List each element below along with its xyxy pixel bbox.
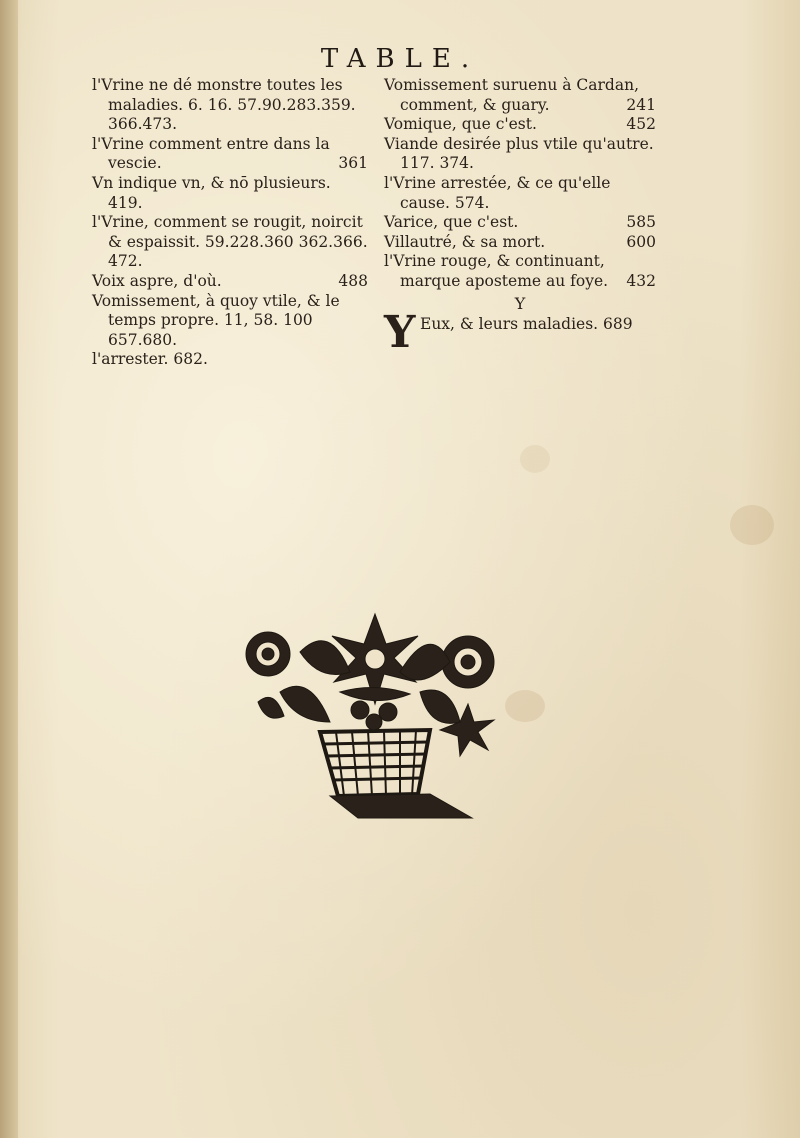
entry-text: Villautré, & sa mort. xyxy=(384,232,546,251)
entry-text: l'Vrine, comment se rougit, noircit & espaissit. 59.228.360 362.366. 472. xyxy=(92,213,368,271)
index-entry xyxy=(92,292,368,351)
index-entry xyxy=(92,174,368,213)
entry-page: 452 xyxy=(626,115,656,134)
entry-page: 600 xyxy=(626,232,656,251)
index-entry xyxy=(384,76,656,115)
index-entry xyxy=(384,213,656,233)
paper-stain xyxy=(520,445,550,473)
index-entry xyxy=(92,135,368,174)
flower-basket-woodcut-icon xyxy=(240,612,510,822)
entry-text: Viande desirée plus vtile qu'autre. 117. 374. xyxy=(384,134,654,173)
entry-text: l'Vrine rouge, & continuant, marque aposteme au foye. xyxy=(384,252,609,290)
entry-page: 488 xyxy=(338,271,368,290)
entry-text: Voix aspre, d'où. xyxy=(92,271,222,290)
entry-page: 361 xyxy=(338,154,368,173)
drop-cap: Y xyxy=(384,307,416,359)
index-entry xyxy=(384,252,656,291)
index-entry xyxy=(384,307,656,359)
entry-text: l'Vrine arrestée, & ce qu'elle cause. 574. xyxy=(384,173,611,212)
index-entry xyxy=(384,174,656,213)
entry-page: 689 xyxy=(603,315,633,334)
paper-stain xyxy=(505,690,545,722)
index-entry xyxy=(384,115,656,135)
entry-text: Vomissement, à quoy vtile, & le temps propre. 11, 58. 100 657.680. xyxy=(92,291,340,349)
section-letter: Y xyxy=(514,293,526,313)
entry-text: Vomique, que c'est. xyxy=(384,115,537,134)
entry-page: 432 xyxy=(626,271,656,290)
entry-text: l'arrester. 682. xyxy=(92,350,208,369)
index-entry xyxy=(384,135,656,174)
entry-text: l'Vrine comment entre dans la vescie. xyxy=(92,134,330,173)
page-title: TABLE. xyxy=(320,44,480,74)
entry-text: Vomissement suruenu à Cardan, comment, & guary. xyxy=(384,76,639,114)
entry-page: 585 xyxy=(626,213,656,232)
entry-text: l'Vrine ne dé monstre toutes les maladies. 6. 16. 57.90.283.359. 366.473. xyxy=(92,76,356,134)
index-entry xyxy=(92,272,368,292)
paper-stain xyxy=(730,505,774,545)
entry-text: Vn indique vn, & nō plusieurs. 419. xyxy=(92,173,331,212)
index-column-right xyxy=(384,76,656,359)
index-entry xyxy=(92,213,368,272)
index-entry xyxy=(384,233,656,253)
index-column-left xyxy=(92,76,368,370)
index-entry xyxy=(92,350,368,370)
entry-page: 241 xyxy=(626,95,656,114)
page-gutter xyxy=(0,0,18,1138)
entry-text: Varice, que c'est. xyxy=(384,213,519,232)
index-entry xyxy=(92,76,368,135)
entry-text: Eux, & leurs maladies. xyxy=(420,315,599,334)
